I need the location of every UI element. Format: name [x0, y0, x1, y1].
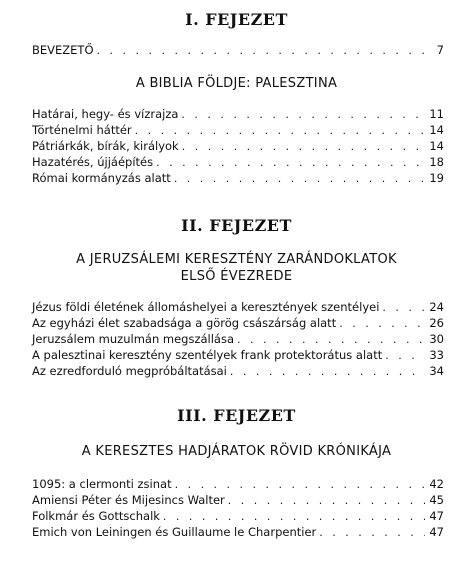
toc-entry [32, 299, 444, 315]
chapter-1-intro [32, 42, 444, 58]
dot-leader [237, 332, 425, 348]
toc-entry-label: Az ezredforduló megpróbáltatásai [32, 364, 227, 378]
toc-entry-page: 11 [429, 107, 444, 121]
toc-entry-page: 19 [429, 171, 444, 185]
toc-entry-label: Az egyházi élet szabadsága a görög császárság alatt [32, 316, 337, 330]
toc-entry [32, 154, 444, 170]
toc-entry-page: 14 [429, 139, 444, 153]
dot-leader [228, 493, 425, 509]
toc-entry-page: 26 [429, 316, 444, 330]
toc-entry-page: 42 [429, 477, 444, 491]
toc-entry-label: Pátriárkák, bírák, királyok [32, 139, 179, 153]
chapter-1-entries [32, 106, 444, 186]
chapter-3-entries [32, 476, 444, 540]
toc-entry-label: Amiensi Péter és Mijesincs Walter [32, 493, 225, 507]
chapter-2-entries [32, 299, 444, 379]
dot-leader [181, 107, 425, 123]
dot-leader [135, 123, 425, 139]
toc-entry-page: 47 [429, 525, 444, 539]
toc-entry [32, 508, 444, 524]
toc-entry [32, 106, 444, 122]
chapter-1-title: I. FEJEZET [185, 10, 288, 29]
chapter-3-section-title: A KERESZTES HADJÁRATOK RÖVID KRÓNIKÁJA [81, 444, 392, 459]
chapter-2-title: II. FEJEZET [181, 216, 292, 235]
toc-entry-page: 33 [429, 348, 444, 362]
dot-leader [156, 155, 425, 171]
toc-entry [32, 331, 444, 347]
toc-entry-label: Folkmár és Gottschalk [32, 509, 160, 523]
toc-entry [32, 138, 444, 154]
chapter-3-title: III. FEJEZET [177, 406, 296, 425]
toc-entry-page: 45 [429, 493, 444, 507]
chapter-2-section-title-line2: ELSŐ ÉVEZREDE [180, 269, 293, 284]
toc-entry [32, 315, 444, 331]
toc-entry [32, 492, 444, 508]
toc-entry [32, 524, 444, 540]
dot-leader [182, 139, 425, 155]
dot-leader [230, 364, 425, 380]
chapter-1-section-title: A BIBLIA FÖLDJE: PALESZTINA [135, 76, 338, 91]
toc-entry [32, 170, 444, 186]
dot-leader [385, 348, 425, 364]
dot-leader [319, 525, 425, 541]
toc-entry [32, 476, 444, 492]
dot-leader [175, 477, 425, 493]
toc-entry-label: Emich von Leiningen és Guillaume le Charpentier [32, 525, 317, 539]
dot-leader [174, 171, 425, 187]
toc-entry-label: A palesztinai keresztény szentélyek frank protektorátus alatt [32, 348, 383, 362]
toc-entry-label: Történelmi háttér [32, 123, 132, 137]
toc-entry-label: Hazatérés, újjáépítés [32, 155, 154, 169]
dot-leader [97, 43, 425, 59]
toc-entry-page: 47 [429, 509, 444, 523]
toc-entry-page: 30 [429, 332, 444, 346]
chapter-2-section-title [0, 251, 473, 285]
toc-entry-label: Határai, hegy- és vízrajza [32, 107, 179, 121]
dot-leader [163, 509, 425, 525]
toc-entry [32, 122, 444, 138]
toc-entry [32, 42, 444, 58]
toc-entry-label: Jeruzsálem muzulmán megszállása [32, 332, 235, 346]
toc-entry [32, 363, 444, 379]
dot-leader [382, 300, 425, 316]
dot-leader [339, 316, 425, 332]
toc-entry-label: Római kormányzás alatt [32, 171, 171, 185]
toc-entry-label: 1095: a clermonti zsinat [32, 477, 172, 491]
toc-entry-page: 24 [429, 300, 444, 314]
toc-entry-label: Jézus földi életének állomáshelyei a keresztények szentélyei [32, 300, 380, 314]
toc-entry [32, 347, 444, 363]
toc-entry-page: 14 [429, 123, 444, 137]
toc-entry-label: BEVEZETŐ [32, 43, 94, 57]
chapter-2-section-title-line1: A JERUZSÁLEMI KERESZTÉNY ZARÁNDOKLATOK [76, 252, 397, 267]
toc-entry-page: 7 [436, 43, 444, 57]
toc-entry-page: 18 [429, 155, 444, 169]
toc-entry-page: 34 [429, 364, 444, 378]
